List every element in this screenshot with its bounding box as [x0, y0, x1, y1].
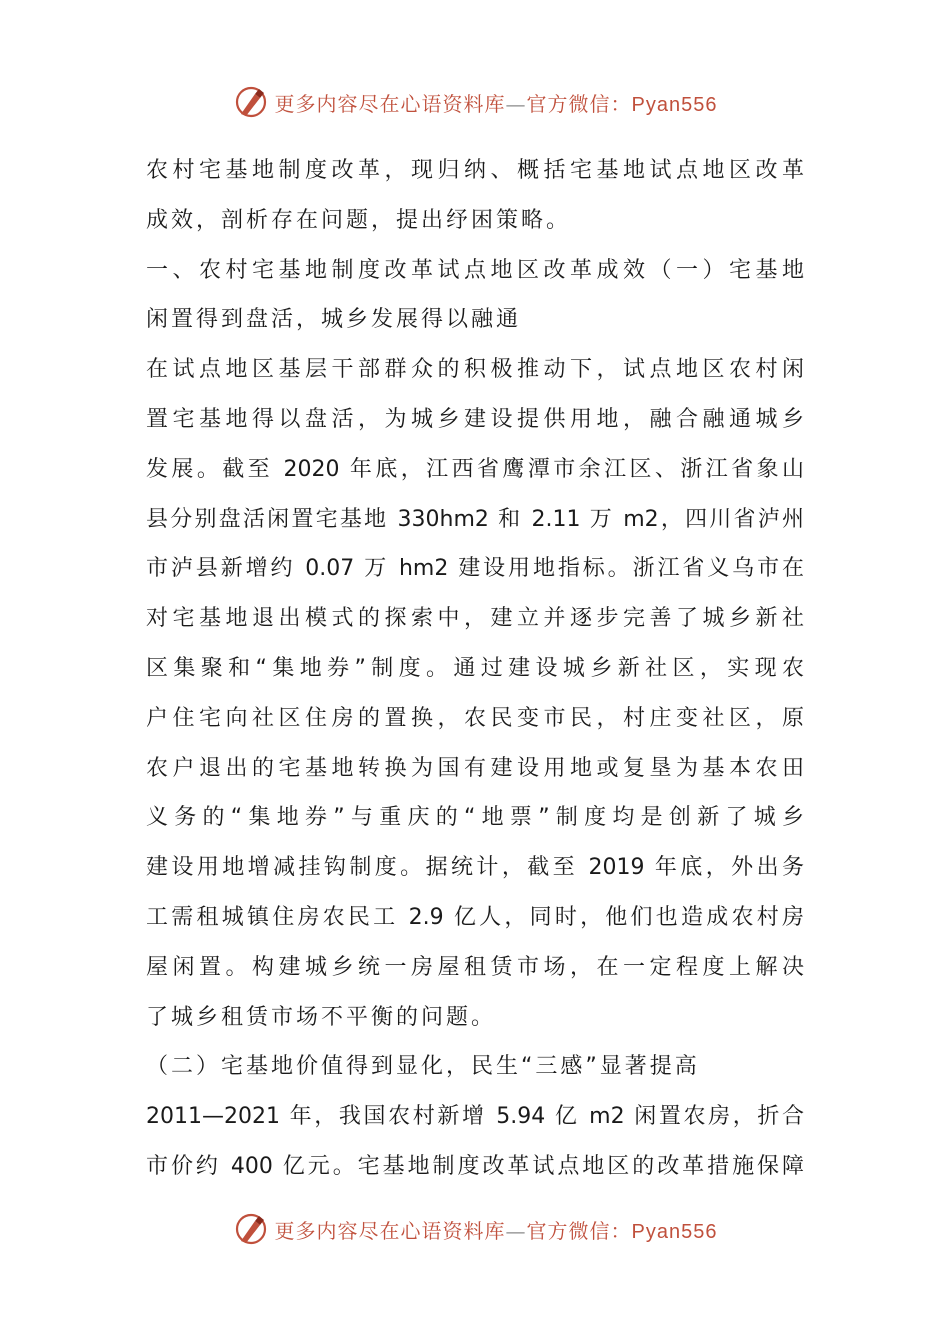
- text-line: 置宅基地得以盘活，为城乡建设提供用地，融合融通城乡: [146, 406, 804, 432]
- text-line: 一、农村宅基地制度改革试点地区改革成效（一）宅基地: [146, 257, 804, 283]
- text-line: （二）宅基地价值得到显化，民生“三感”显著提高: [146, 1054, 700, 1080]
- text-line: 区集聚和“集地券”制度。通过建设城乡新社区，实现农: [146, 655, 804, 681]
- watermark-dash: —: [505, 91, 527, 116]
- text-line: 屋闲置。构建城乡统一房屋租赁市场，在一定程度上解决: [146, 954, 804, 980]
- text-line: 对宅基地退出模式的探索中，建立并逐步完善了城乡新社: [146, 606, 804, 632]
- text-line: 义务的“集地券”与重庆的“地票”制度均是创新了城乡: [146, 805, 804, 831]
- text-line: 市泸县新增约 0.07 万 hm2 建设用地指标。浙江省义乌市在: [146, 556, 804, 582]
- pen-nib-circle-icon: [233, 84, 269, 120]
- document-body: [146, 146, 804, 1192]
- header-watermark: [0, 82, 950, 122]
- watermark-wechat-label: 官方微信：: [526, 1218, 632, 1243]
- text-line: 2011—2021 年，我国农村新增 5.94 亿 m2 闲置农房，折合: [146, 1104, 804, 1130]
- text-line: 建设用地增减挂钩制度。据统计，截至 2019 年底，外出务: [146, 855, 804, 881]
- footer-watermark: [0, 1209, 950, 1249]
- text-line: 成效，剖析存在问题，提出纾困策略。: [146, 207, 572, 233]
- text-line: 县分别盘活闲置宅基地 330hm2 和 2.11 万 m2，四川省泸州: [146, 506, 804, 532]
- watermark-wechat-label: 官方微信：: [526, 91, 632, 116]
- watermark-wechat-id: Pyan556: [631, 93, 718, 116]
- text-line: 发展。截至 2020 年底，江西省鹰潭市余江区、浙江省象山: [146, 456, 804, 482]
- watermark-text: [275, 1215, 718, 1244]
- text-line: 市价约 400 亿元。宅基地制度改革试点地区的改革措施保障: [146, 1153, 804, 1179]
- text-line: 户住宅向社区住房的置换，农民变市民，村庄变社区，原: [146, 705, 804, 731]
- pen-nib-circle-icon: [233, 1211, 269, 1247]
- text-line: 农村宅基地制度改革，现归纳、概括宅基地试点地区改革: [146, 158, 804, 183]
- text-line: 在试点地区基层干部群众的积极推动下，试点地区农村闲: [146, 357, 804, 383]
- text-line: 了城乡租赁市场不平衡的问题。: [146, 1004, 497, 1030]
- watermark-wechat-id: Pyan556: [631, 1220, 718, 1243]
- watermark-text: [275, 88, 718, 117]
- watermark-dash: —: [505, 1218, 527, 1243]
- watermark-slogan: 更多内容尽在心语资料库: [274, 91, 506, 116]
- text-line: 闲置得到盘活，城乡发展得以融通: [146, 307, 522, 333]
- text-line: 农户退出的宅基地转换为国有建设用地或复垦为基本农田: [146, 755, 804, 781]
- watermark-slogan: 更多内容尽在心语资料库: [274, 1218, 506, 1243]
- text-line: 工需租城镇住房农民工 2.9 亿人，同时，他们也造成农村房: [146, 904, 804, 930]
